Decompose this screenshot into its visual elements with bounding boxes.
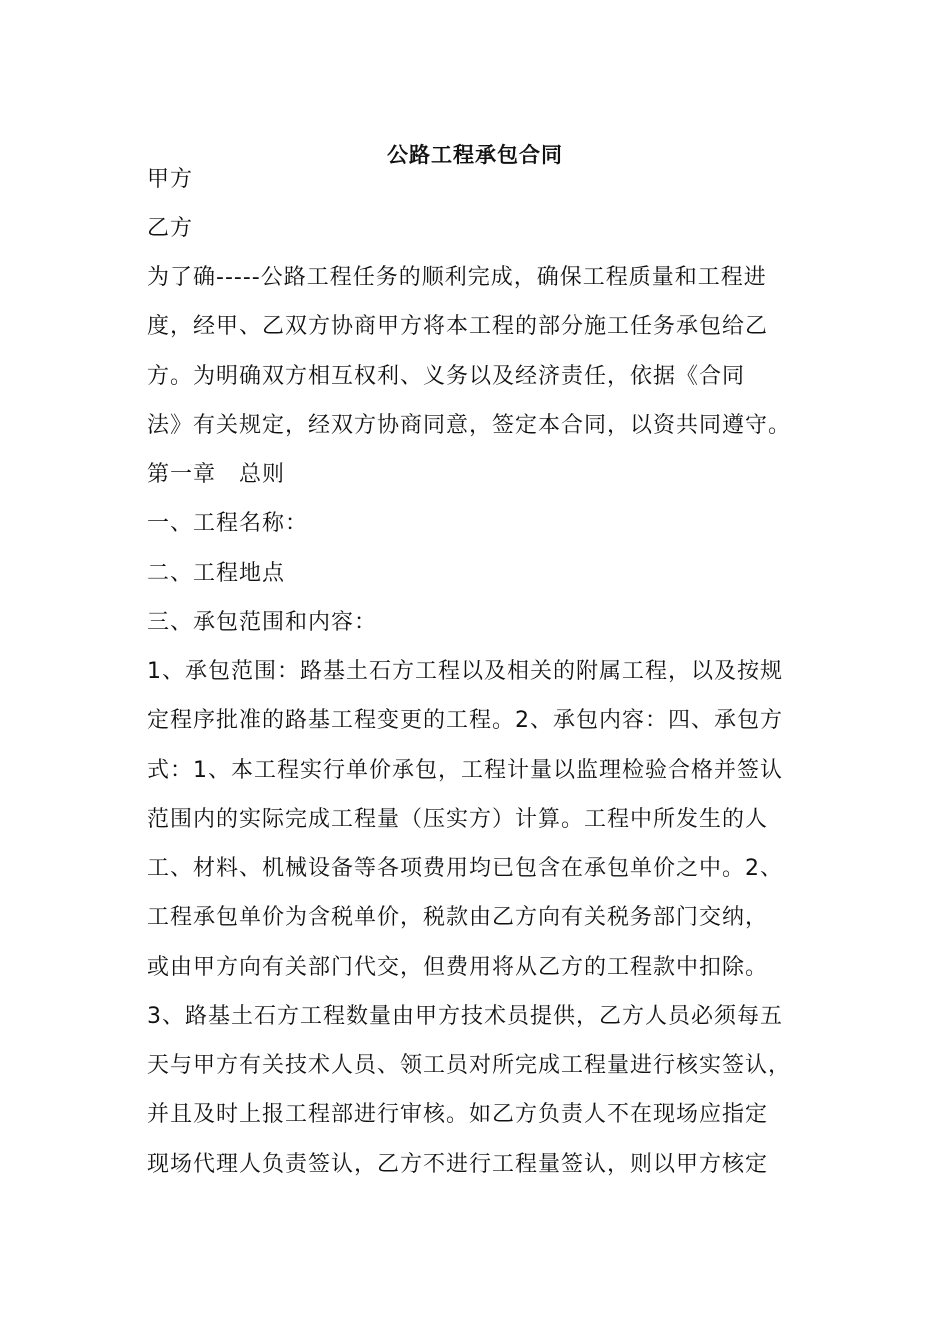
paragraph-line: 式：1、本工程实行单价承包，工程计量以监理检验合格并签认	[147, 758, 783, 783]
paragraph-line: 工程承包单价为含税单价，税款由乙方向有关税务部门交纳，	[147, 905, 769, 930]
section-heading: 三、承包范围和内容：	[147, 610, 378, 635]
paragraph-line: 3、路基土石方工程数量由甲方技术员提供，乙方人员必须每五	[147, 1004, 783, 1029]
paragraph-line: 度，经甲、乙双方协商甲方将本工程的部分施工任务承包给乙	[147, 314, 769, 339]
paragraph-line: 方。为明确双方相互权利、义务以及经济责任，依据《合同	[147, 364, 746, 389]
party-b-line: 乙方	[147, 216, 194, 241]
section-heading: 一、工程名称：	[147, 511, 309, 536]
paragraph-line: 法》有关规定，经双方协商同意，签定本合同，以资共同遵守。	[147, 413, 792, 438]
paragraph-line: 现场代理人负责签认，乙方不进行工程量签认，则以甲方核定	[147, 1152, 769, 1177]
paragraph-line: 1、承包范围：路基土石方工程以及相关的附属工程，以及按规	[147, 659, 783, 684]
paragraph-line: 工、材料、机械设备等各项费用均已包含在承包单价之中。2、	[147, 856, 783, 881]
paragraph-line: 并且及时上报工程部进行审核。如乙方负责人不在现场应指定	[147, 1102, 769, 1127]
paragraph-line: 或由甲方向有关部门代交，但费用将从乙方的工程款中扣除。	[147, 955, 769, 980]
paragraph-line: 为了确-----公路工程任务的顺利完成，确保工程质量和工程进	[147, 265, 767, 290]
paragraph-line: 范围内的实际完成工程量（压实方）计算。工程中所发生的人	[147, 807, 769, 832]
paragraph-line: 定程序批准的路基工程变更的工程。2、承包内容：四、承包方	[147, 708, 783, 733]
chapter-heading: 第一章 总则	[147, 462, 286, 487]
document-title: 公路工程承包合同	[387, 142, 563, 167]
paragraph-line: 天与甲方有关技术人员、领工员对所完成工程量进行核实签认，	[147, 1053, 792, 1078]
section-heading: 二、工程地点	[147, 561, 286, 586]
party-a-line: 甲方	[147, 167, 194, 192]
